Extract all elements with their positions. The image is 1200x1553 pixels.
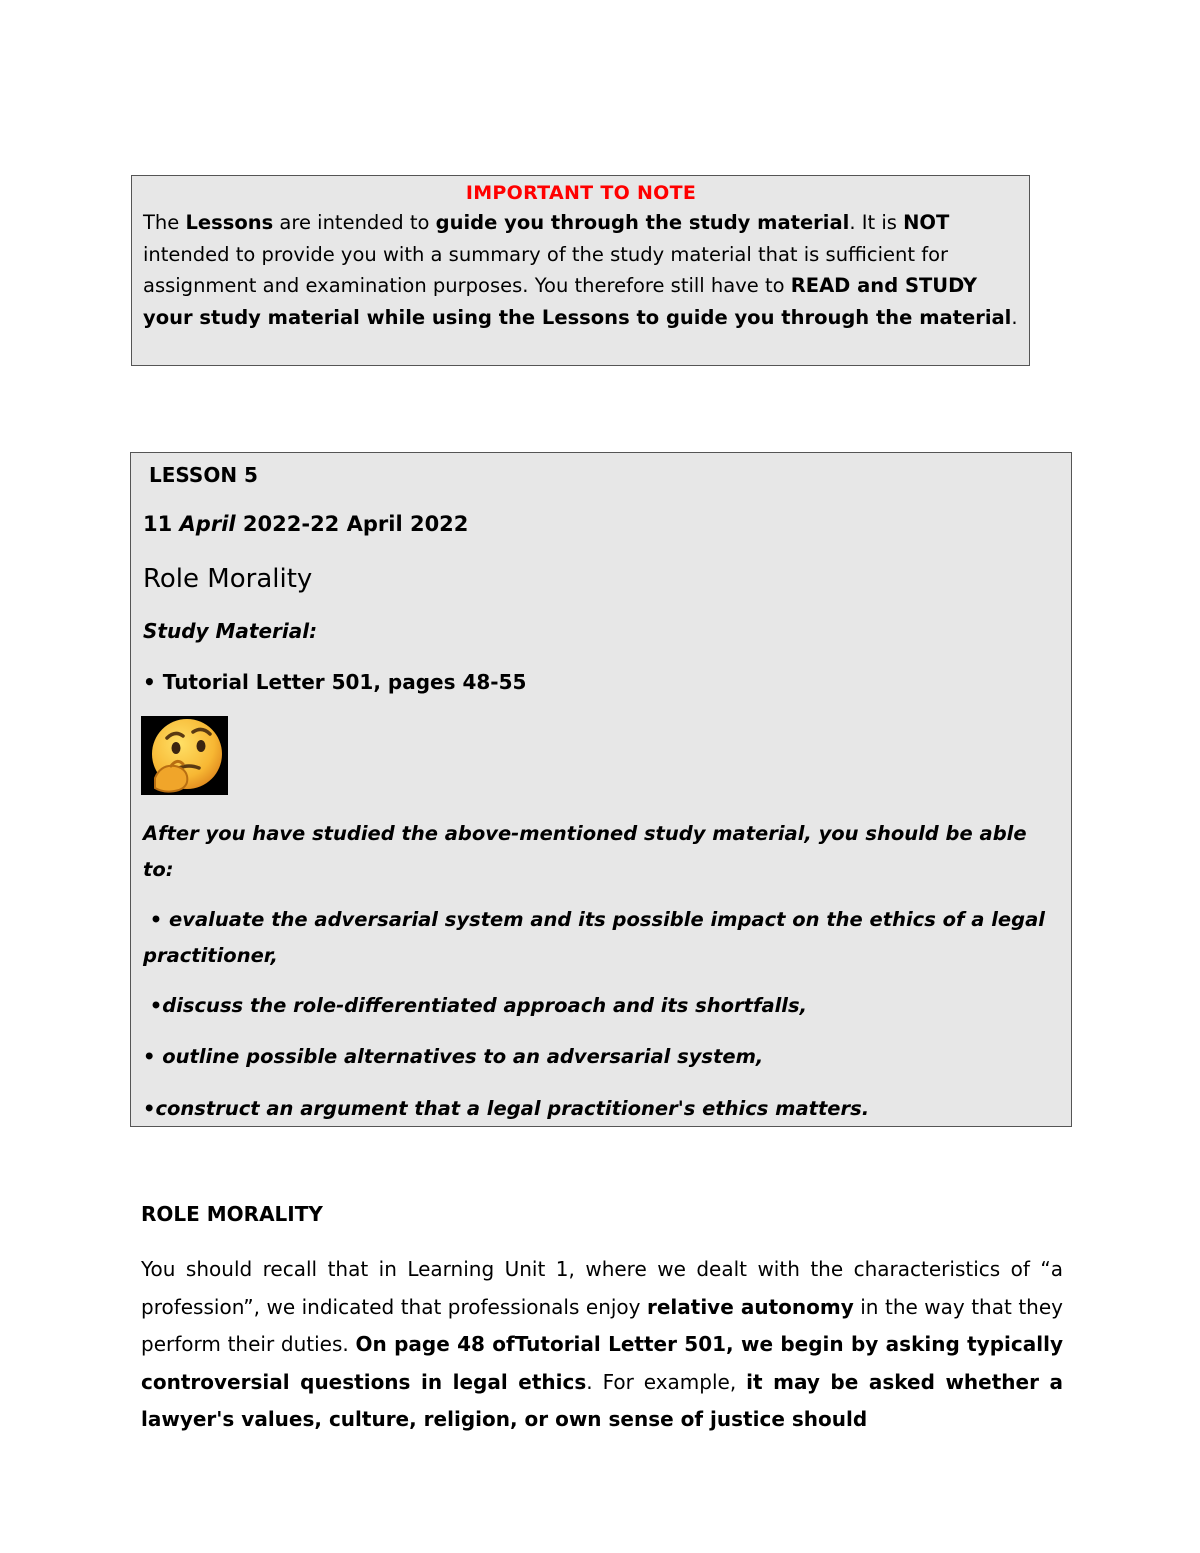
note-bold-guide: guide you through the study material [435,211,850,234]
note-text [143,207,1019,333]
body-bold-autonomy: relative autonomy [646,1294,854,1319]
note-bold-not: NOT [903,211,950,234]
outcome-item: • outline possible alternatives to an adversarial system, [143,1045,764,1068]
lesson-date-rest: 2022-22 April 2022 [235,512,469,536]
body-text-2: in the way that they perform their duties. [141,1294,1063,1356]
outcome-item: •discuss the role-differentiated approach and its shortfalls, [143,994,807,1017]
outcomes-intro: After you have studied the above-mentioned study material, you should be able to: [143,822,1027,881]
study-material-label: Study Material: [143,619,318,643]
outcome-item: • evaluate the adversarial system and its possible impact on the ethics of a legal practitioner, [143,908,1045,967]
section-heading: ROLE MORALITY [141,1202,323,1226]
note-heading: IMPORTANT TO NOTE [465,182,697,204]
note-bold-lessons: Lessons [185,211,274,234]
body-text-1: You should recall that in Learning Unit 1, where we dealt with the characteristics of “a profession”, we indicated that professionals enjoy [141,1257,1063,1319]
body-bold-page48: On page 48 ofTutorial Letter 501, we begin by asking typically controversial questions in legal ethics [141,1332,1063,1394]
note-text-4: intended to provide you with a summary of the study material that is sufficient for assignment and examination purposes. You therefore still have to [143,242,949,297]
lesson-dates [143,509,1049,539]
thinking-face-icon [141,716,228,795]
note-text-2: are intended to [273,211,436,234]
body-text-3: . For example, [586,1369,747,1394]
note-text-3: . It is [849,211,904,234]
lesson-date-month: April [179,512,236,536]
body-bold-question: it may be asked whether a lawyer's values, culture, religion, or own sense of justice should [141,1369,1064,1431]
note-text-5: . [1011,305,1018,329]
study-material-item: • Tutorial Letter 501, pages 48-55 [143,670,527,694]
important-note-box [131,175,1030,366]
body-paragraph [141,1251,1063,1439]
lesson-date-prefix: 11 [143,512,180,536]
thinking-face-svg [141,716,228,795]
outcome-item: •construct an argument that a legal practitioner's ethics matters. [143,1097,870,1120]
note-bold-read-study: READ and STUDY your study material while using the Lessons to guide you through the material [143,274,1012,329]
lesson-box [130,452,1072,1127]
lesson-title: Role Morality [143,564,313,594]
lesson-number: LESSON 5 [149,463,258,487]
note-text-1: The [143,211,186,234]
